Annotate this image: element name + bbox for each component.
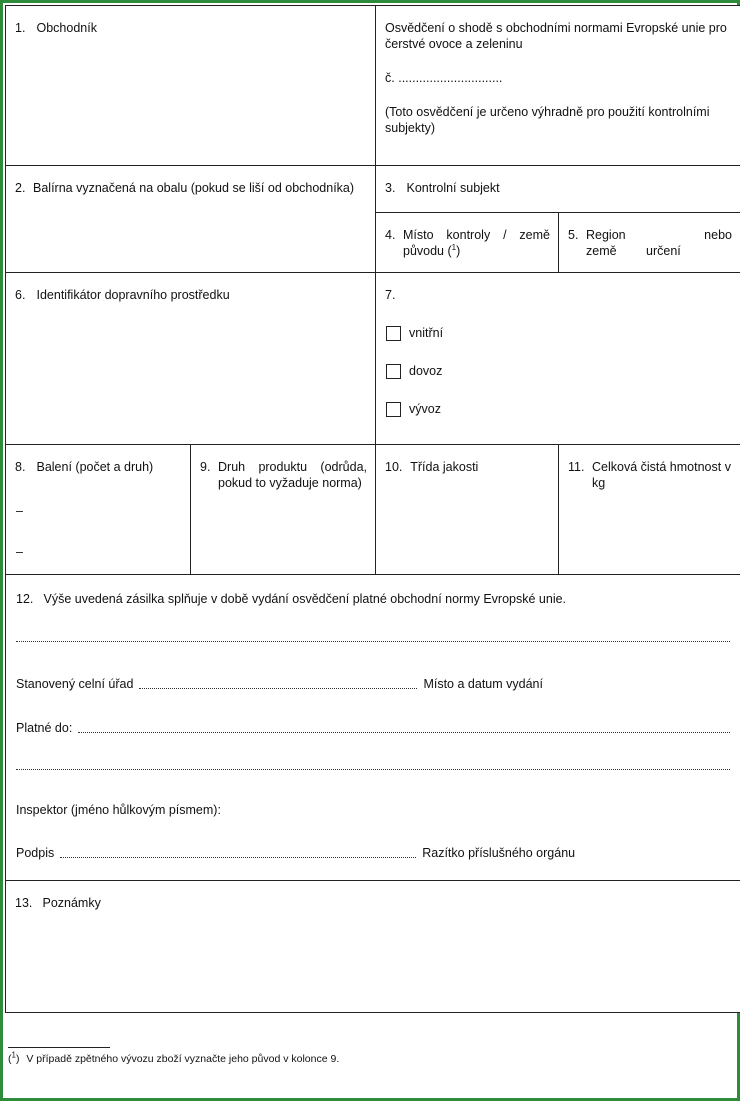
- box-13-number: 13.: [15, 896, 33, 910]
- box-13-remarks[interactable]: [5, 880, 740, 1013]
- box-8-label: Balení (počet a druh): [36, 460, 154, 474]
- box-1-number: 1.: [15, 21, 26, 35]
- signature-label: Podpis: [16, 846, 55, 860]
- inspector-label: Inspektor (jméno hůlkovým písmem):: [16, 803, 221, 817]
- box-10-quality-class[interactable]: [375, 444, 559, 575]
- option-import-label: dovoz: [409, 364, 443, 378]
- certificate-title: Osvědčení o shodě s obchodními normami Evropské unie pro čerstvé ovoce a zeleninu: [385, 21, 727, 51]
- certificate-number-label: č.: [385, 71, 395, 85]
- box-12-blank-line-2[interactable]: [16, 757, 730, 773]
- option-export[interactable]: [386, 401, 441, 417]
- box-6-number: 6.: [15, 288, 26, 302]
- dotted-line: [16, 640, 730, 642]
- box-9-product-type[interactable]: [190, 444, 376, 575]
- box-12-blank-line-1[interactable]: [16, 629, 730, 645]
- box-12-statement-line: [16, 591, 566, 607]
- box-11-label: Celková čistá hmotnost v kg: [592, 460, 731, 490]
- box-2-number: 2.: [15, 181, 26, 195]
- footnote-text: V případě zpětného vývozu zboží vyznačte jeho původ v kolonce 9.: [26, 1053, 340, 1065]
- footnote-ref: 1: [11, 1050, 16, 1060]
- checkbox-export[interactable]: [386, 402, 401, 417]
- valid-until-dots: [78, 731, 730, 733]
- box-5-destination[interactable]: [558, 212, 740, 273]
- box-4-close: ): [456, 244, 461, 258]
- valid-until-label: Platné do:: [16, 721, 73, 735]
- box-3-label: Kontrolní subjekt: [406, 181, 500, 195]
- box-8-packaging[interactable]: [5, 444, 191, 575]
- box-4-number: 4.: [385, 228, 396, 242]
- box-5-label: Region nebo země určení: [586, 228, 732, 258]
- box-8-dash-2: –: [16, 545, 23, 559]
- box-12-conformity: [5, 574, 740, 881]
- box-12-number: 12.: [16, 592, 34, 606]
- box-10-number: 10.: [385, 460, 403, 474]
- customs-office-label: Stanovený celní úřad: [16, 677, 134, 691]
- box-7-number: 7.: [385, 288, 396, 302]
- box-5-number: 5.: [568, 228, 579, 242]
- box-4-footnote-ref: 1: [451, 242, 457, 252]
- signature-dots: [60, 856, 416, 858]
- customs-office-dots: [139, 687, 417, 689]
- box-11-net-weight[interactable]: [558, 444, 740, 575]
- box-9-label: Druh produktu (odrůda, pokud to vyžaduje norma): [218, 460, 367, 490]
- box-4-label: Místo kontroly / země původu (: [403, 228, 550, 258]
- box-8-dash-1: –: [16, 504, 23, 518]
- place-date-label: Místo a datum vydání: [423, 677, 543, 691]
- box-6-transport-id[interactable]: [5, 272, 376, 445]
- certificate-number-dots: ..............................: [398, 71, 503, 85]
- box-1-label: Obchodník: [36, 21, 97, 35]
- box-1-trader[interactable]: [5, 5, 376, 166]
- option-import[interactable]: [386, 363, 442, 379]
- valid-until-row[interactable]: [16, 720, 730, 736]
- box-11-number: 11.: [568, 460, 585, 474]
- box-4-label-wrap: [403, 227, 550, 259]
- stamp-label: Razítko příslušného orgánu: [422, 846, 576, 860]
- checkbox-import[interactable]: [386, 364, 401, 379]
- box-6-label: Identifikátor dopravního prostředku: [36, 288, 230, 302]
- box-3-control-body[interactable]: [375, 165, 740, 213]
- option-domestic-label: vnitřní: [409, 326, 444, 340]
- box-9-number: 9.: [200, 460, 211, 474]
- footnote-rule: [8, 1047, 110, 1048]
- dotted-line: [16, 768, 730, 770]
- footnote: ($^1$) V případě zpětného vývozu zboží vyznačte jeho původ v kolonce 9.: [8, 1050, 340, 1065]
- box-2-label: Balírna vyznačená na obalu (pokud se liší od obchodníka): [33, 181, 355, 195]
- box-13-label: Poznámky: [42, 896, 101, 910]
- certificate-usage-note: (Toto osvědčení je určeno výhradně pro použití kontrolními subjekty): [385, 105, 710, 135]
- customs-office-row[interactable]: [16, 676, 730, 692]
- box-10-label: Třída jakosti: [410, 460, 479, 474]
- signature-row[interactable]: [16, 845, 730, 861]
- box-4-inspection-place[interactable]: [375, 212, 559, 273]
- option-domestic[interactable]: [386, 325, 443, 341]
- certificate-number-line[interactable]: [385, 70, 732, 86]
- inspector-row[interactable]: [16, 802, 730, 818]
- box-7-type: [375, 272, 740, 445]
- option-export-label: vývoz: [409, 402, 441, 416]
- box-3-number: 3.: [385, 181, 396, 195]
- box-2-packer[interactable]: [5, 165, 376, 273]
- checkbox-domestic[interactable]: [386, 326, 401, 341]
- box-12-statement: Výše uvedená zásilka splňuje v době vydání osvědčení platné obchodní normy Evropské unie.: [43, 592, 567, 606]
- box-8-number: 8.: [15, 460, 26, 474]
- certificate-header: [375, 5, 740, 166]
